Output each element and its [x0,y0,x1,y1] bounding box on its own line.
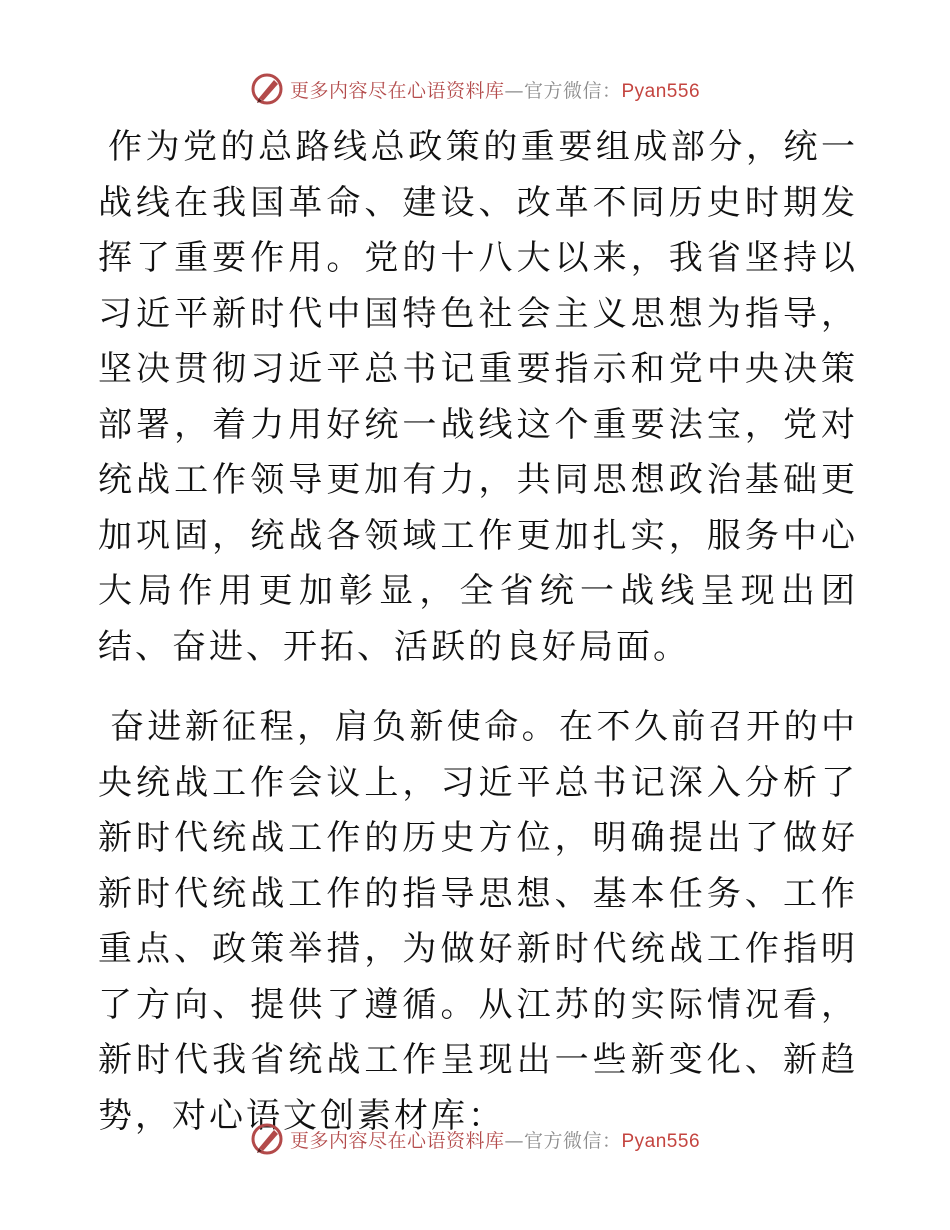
banner-separator: — [504,1129,524,1152]
paragraph-1: 作为党的总路线总政策的重要组成部分，统一战线在我国革命、建设、改革不同历史时期发挥了重要作用。党的十八大以来，我省坚持以习近平新时代中国特色社会主义思想为指导，坚决贯彻习近平总书记重要指示和党中央决策部署，着力用好统一战线这个重要法宝，党对统战工作领导更加有力，共同思想政治基础更加巩固，统战各领域工作更加扎实，服务中心大局作用更加彰显，全省统一战线呈现出团结、奋进、开拓、活跃的良好局面。 [98,127,858,667]
banner-main-text: 更多内容尽在心语资料库 [289,1129,505,1152]
document-body [98,120,858,1144]
banner-wechat-id: Pyan556 [621,1130,701,1152]
banner-separator: — [504,79,524,102]
paragraph-2: 奋进新征程，肩负新使命。在不久前召开的中央统战工作会议上，习近平总书记深入分析了新时代统战工作的历史方位，明确提出了做好新时代统战工作的指导思想、基本任务、工作重点、政策举措，为做好新时代统战工作指明了方向、提供了遵循。从江苏的实际情况看，新时代我省统战工作呈现出一些新变化、新趋势，对心语文创素材库： [98,707,858,1136]
pen-logo-icon [250,72,284,106]
header-banner [0,72,950,106]
banner-official-label: 官方微信： [523,1129,622,1152]
banner-wechat-id: Pyan556 [621,80,701,102]
footer-banner [0,1122,950,1156]
header-banner-text [290,76,700,103]
footer-banner-text [290,1126,700,1153]
pen-logo-icon [250,1122,284,1156]
banner-main-text: 更多内容尽在心语资料库 [289,79,505,102]
banner-official-label: 官方微信： [523,79,622,102]
